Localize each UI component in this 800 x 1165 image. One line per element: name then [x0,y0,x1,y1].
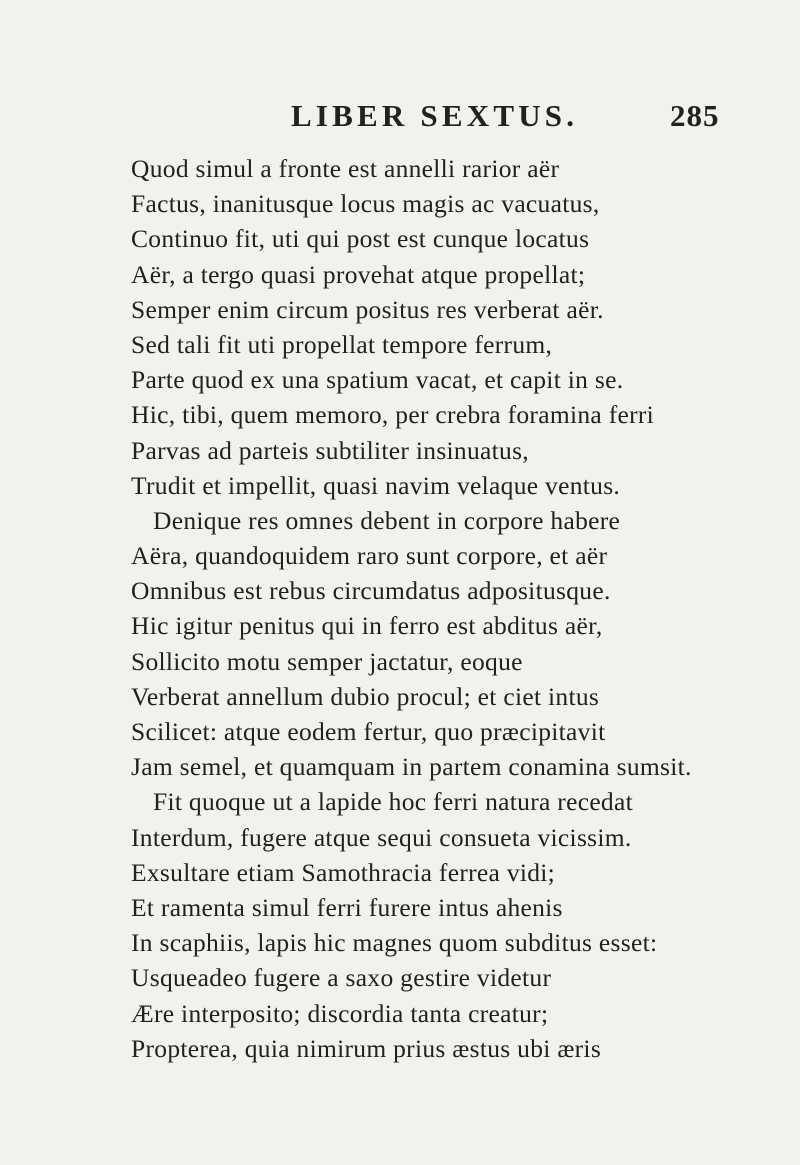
verse-line: Parvas ad parteis subtiliter insinuatus, [131,435,529,465]
verse-line: Parte quod ex una spatium vacat, et capit in se. [131,365,624,395]
verse-line: Hic, tibi, quem memoro, per crebra foramina ferri [131,400,655,430]
poem-text [131,151,771,1066]
verse-line: Scilicet: atque eodem fertur, quo præcipitavit [131,717,606,746]
verse-line: Aëra, quandoquidem raro sunt corpore, et aër [131,541,608,571]
verse-line: Omnibus est rebus circumdatus adpositusque. [131,576,611,606]
verse-line: Verberat annellum dubio procul; et ciet intus [131,681,600,711]
verse-line: Continuo fit, uti qui post est cunque locatus [131,224,590,254]
verse-line: Sollicito motu semper jactatur, eoque [131,646,523,676]
page-number: 285 [670,98,720,133]
verse-line: In scaphiis, lapis hic magnes quom subditus esset: [131,928,658,958]
verse-line: Sed tali fit uti propellat tempore ferrum, [131,329,553,359]
verse-line: Exsultare etiam Samothracia ferrea vidi; [131,857,556,887]
verse-line: Usqueadeo fugere a saxo gestire videtur [131,963,552,993]
verse-line: Et ramenta simul ferri furere intus ahenis [131,892,563,922]
verse-line: Ære interposito; discordia tanta creatur; [131,998,549,1028]
verse-line: Fit quoque ut a lapide hoc ferri natura recedat [153,787,633,817]
verse-line: Jam semel, et quamquam in partem conamina sumsit. [131,752,692,782]
verse-line: Factus, inanitusque locus magis ac vacuatus, [131,189,600,219]
verse-line: Semper enim circum positus res verberat aër. [131,294,604,324]
verse-line: Aër, a tergo quasi provehat atque propellat; [131,259,586,289]
verse-line: Denique res omnes debent in corpore habere [153,505,621,535]
verse-line: Trudit et impellit, quasi navim velaque ventus. [131,470,621,500]
running-head [0,98,800,138]
verse-line: Quod simul a fronte est annelli rarior aër [131,154,560,183]
verse-line: Hic igitur penitus qui in ferro est abditus aër, [131,611,603,641]
running-title: LIBER SEXTUS. [291,98,579,133]
verse-line: Interdum, fugere atque sequi consueta vicissim. [131,822,632,852]
verse-line: Propterea, quia nimirum prius æstus ubi æris [131,1033,602,1063]
